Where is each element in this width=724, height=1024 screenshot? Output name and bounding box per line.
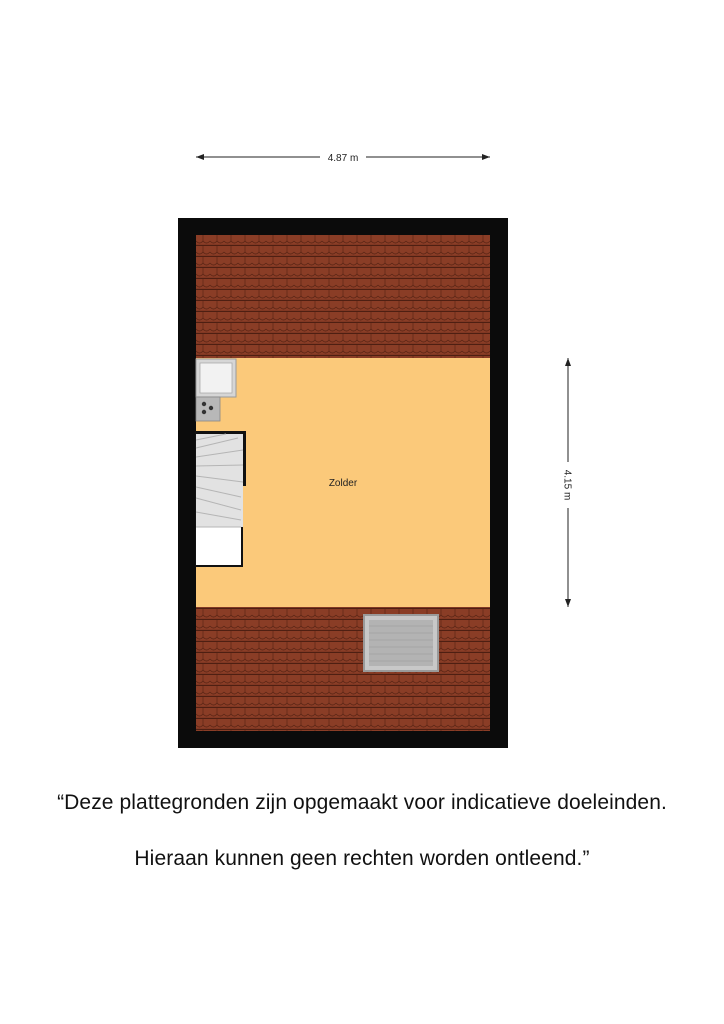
arrow-left-icon (196, 154, 204, 160)
width-dimension-label: 4.87 m (327, 153, 359, 164)
arrow-up-icon (565, 358, 571, 366)
height-dimension-label: 4.15 m (561, 469, 573, 501)
room-label-zolder: Zolder (328, 478, 358, 489)
staircase (195, 431, 246, 567)
height-dimension (562, 358, 573, 607)
boiler-unit (196, 359, 236, 397)
meter-unit (196, 397, 220, 421)
disclaimer-line-2: Hieraan kunnen geen rechten worden ontleend.” (134, 847, 590, 870)
arrow-down-icon (565, 599, 571, 607)
width-dimension (196, 153, 490, 164)
disclaimer-line-1: “Deze plattegronden zijn opgemaakt voor indicatieve doeleinden. (57, 791, 667, 814)
skylight-window (364, 615, 438, 671)
arrow-right-icon (482, 154, 490, 160)
